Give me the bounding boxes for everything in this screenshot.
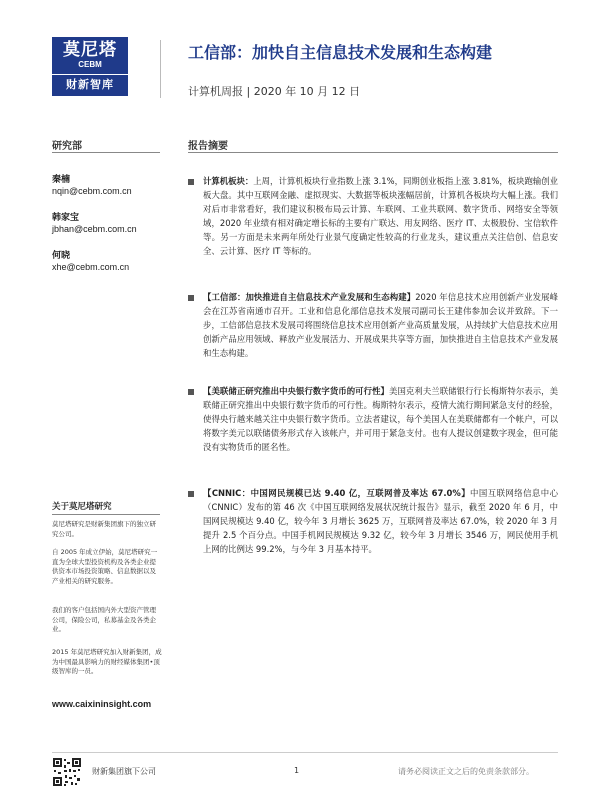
summary-item	[203, 486, 558, 556]
summary-item-text: 美国克利夫兰联储银行行长梅斯特尔表示，美联储正研究推出中央银行数字货币的可行性。梅斯特尔表示，疫情大流行期间紧急支付的经验，使得央行越来越关注中央银行数字货币。立法者建议，每个美国人在美联储都有一个帐户，可以将数字美元以联储债务形式存入该帐户，并可用于紧急支付。也有人提议创建数字现金，但可能没有实物货币的匿名性。	[203, 386, 559, 452]
summary-item	[203, 384, 558, 454]
cebm-logo	[52, 37, 128, 95]
summary-item	[203, 174, 558, 258]
footer-company: 财新集团旗下公司	[92, 767, 156, 776]
analyst-email[interactable]: xhe@cebm.com.cn	[52, 262, 130, 272]
qr-code-icon	[52, 757, 82, 787]
summary-item-lead: 【工信部：加快推进自主信息技术产业发展和生态构建】	[203, 292, 416, 302]
logo-top-block	[52, 37, 128, 74]
header-divider	[160, 40, 161, 98]
footer-disclaimer: 请务必阅读正文之后的免责条款部分。	[398, 767, 534, 776]
logo-sub-text: 财新智库	[52, 74, 128, 96]
analyst-name: 秦楠	[52, 175, 71, 185]
summary-item-lead: 计算机板块：	[203, 176, 254, 186]
about-rule	[52, 514, 160, 515]
left-section-rule	[52, 152, 160, 153]
logo-cn-text: 莫尼塔	[63, 40, 117, 60]
analyst-name: 何晓	[52, 251, 71, 261]
report-subtitle: 计算机周报 | 2020 年 10 月 12 日	[188, 85, 361, 98]
bullet-square-icon	[188, 179, 194, 185]
summary-section-rule	[188, 152, 558, 153]
summary-item-lead: 【美联储正研究推出中央银行数字货币的可行性】	[203, 386, 389, 396]
report-title: 工信部：加快自主信息技术发展和生态构建	[188, 43, 493, 62]
about-paragraph: 莫尼塔研究是财新集团旗下的独立研究公司。	[52, 520, 156, 538]
summary-item-lead: 【CNNIC：中国网民规模已达 9.40 亿，互联网普及率达 67.0%】	[203, 488, 471, 498]
analyst-email[interactable]: nqin@cebm.com.cn	[52, 186, 132, 196]
about-paragraph: 我们的客户包括国内外大型资产管理公司，保险公司，私募基金及各类企业。	[52, 606, 156, 633]
page-number: 1	[294, 766, 300, 775]
about-paragraph: 自 2005 年成立伊始，莫尼塔研究一直为全球大型投资机构及各类企业提供资本市场投资策略、信息数据以及产业相关的研究服务。	[52, 548, 158, 585]
summary-item	[203, 290, 558, 360]
analyst-email[interactable]: jbhan@cebm.com.cn	[52, 224, 137, 234]
bullet-square-icon	[188, 389, 194, 395]
summary-item-text: 中国互联网络信息中心（CNNIC）发布的第 46 次《中国互联网络发展状况统计报告》显示，截至 2020 年 6 月，中国网民规模达 9.40 亿，较今年 3 月增长 3625 万，互联网普及率达 67.0%，较 2020 年 3 月提升 2.5 个百分点。中国手机网民规模达 9.32 亿，较今年 3 月增长 3546 万，网民使用手机上网的比例达 99.2%，与今年 3 月基本持平。	[203, 488, 558, 554]
website-link[interactable]: www.caixininsight.com	[52, 699, 152, 709]
summary-item-text: 上周，计算机板块行业指数上涨 3.1%，同期创业板指上涨 3.81%，板块跑输创业板大盘。其中互联网金融、虚拟现实、大数据等板块涨幅居前，计算机各板块均大幅上涨。我们对后市非常看好，我们建议积极布局云计算、车联网、工业共联网、数字货币、网络安全等领域，2020 年业绩有相对确定增长标的主要有广联达、用友网络、医疗 IT、太极股份、宝信软件等。另一方面是未来两年所处行业景气度确定性较高的行业龙头，建议重点关注信创、信息安全、云计算、医疗 IT 等标的。	[203, 176, 558, 256]
summary-item-text: 2020 年信息技术应用创新产业发展峰会在江苏省南通市召开。工业和信息化部信息技术发展司副司长王建伟参加会议并致辞。下一步，工信部信息技术发展司将围绕信息技术应用创新产业高质量发展，从持续扩大信息技术应用创新产品应用领域、释放产业发展活力、开展成果共享等方面，加快推进自主信息技术产业发展和生态构建。	[203, 292, 559, 358]
summary-label: 报告摘要	[188, 141, 228, 152]
bullet-square-icon	[188, 491, 194, 497]
footer-rule	[52, 752, 558, 753]
logo-en-text: CEBM	[78, 60, 102, 69]
research-dept-label: 研究部	[52, 141, 82, 152]
about-title: 关于莫尼塔研究	[52, 502, 112, 512]
bullet-square-icon	[188, 295, 194, 301]
about-paragraph: 2015 年莫尼塔研究加入财新集团，成为中国最具影响力的财经媒体集团•顶级智库的一员。	[52, 648, 162, 675]
analyst-name: 韩家宝	[52, 213, 80, 223]
